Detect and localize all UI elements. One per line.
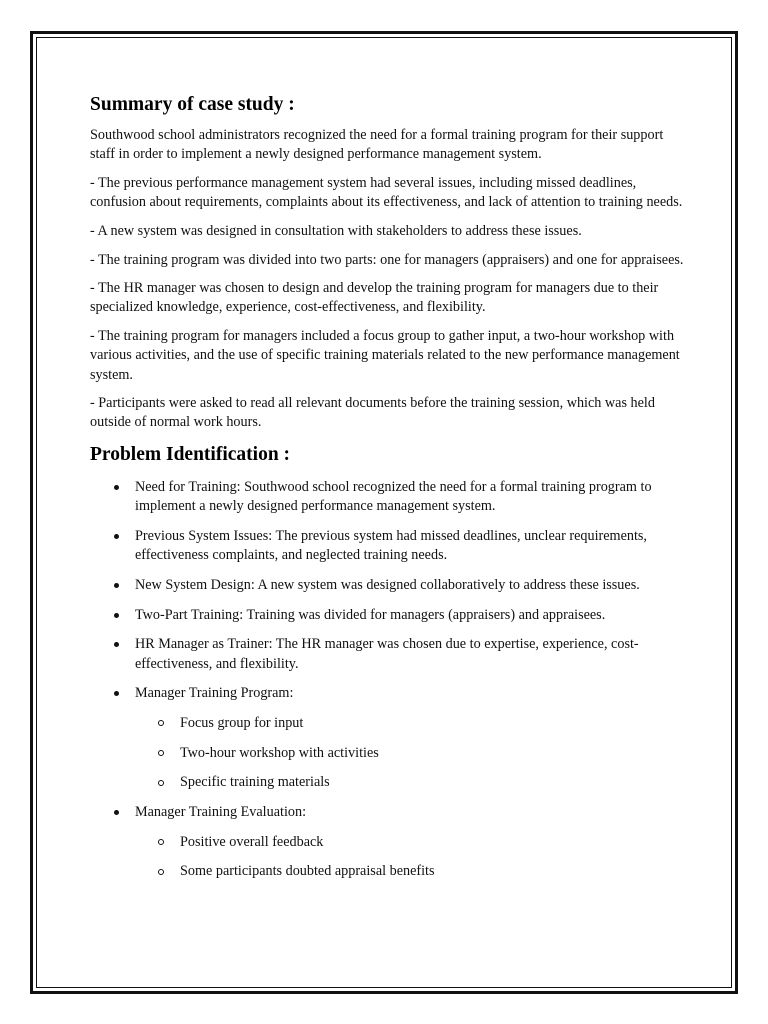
bullet-icon: [114, 485, 119, 490]
bullet-icon: [114, 691, 119, 696]
list-item: [90, 576, 685, 595]
list-item: [90, 527, 685, 565]
list-item: [90, 684, 685, 792]
list-item-text: HR Manager as Trainer: The HR manager was chosen due to expertise, experience, cost-effectiveness, and flexibility.: [135, 636, 639, 672]
list-item-text: Two-Part Training: Training was divided for managers (appraisers) and appraisees.: [135, 606, 606, 623]
circle-bullet-icon: [158, 750, 164, 756]
sub-list-item-text: Some participants doubted appraisal benefits: [180, 863, 435, 880]
sub-list-item-text: Two-hour workshop with activities: [180, 744, 379, 761]
sub-list-item: [135, 833, 685, 852]
circle-bullet-icon: [158, 869, 164, 875]
summary-paragraph: - The HR manager was chosen to design and develop the training program for managers due to their specialized knowledge, experience, cost-effectiveness, and flexibility.: [90, 280, 659, 316]
bullet-icon: [114, 613, 119, 618]
list-item-text: Manager Training Program:: [135, 685, 294, 702]
summary-paragraph: - A new system was designed in consultation with stakeholders to address these issues.: [90, 222, 582, 239]
sub-list-item: [135, 773, 685, 792]
problem-list: [90, 478, 685, 882]
problem-heading: Problem Identification :: [90, 444, 291, 466]
circle-bullet-icon: [158, 839, 164, 845]
bullet-icon: [114, 810, 119, 815]
document-content: [90, 92, 685, 892]
bullet-icon: [114, 534, 119, 539]
sub-list: [135, 833, 685, 882]
summary-paragraph: - The training program for managers included a focus group to gather input, a two-hour workshop with various activities, and the use of specific training materials related to the new performance management system.: [90, 328, 680, 383]
summary-section: [90, 126, 685, 433]
summary-paragraph: - The training program was divided into two parts: one for managers (appraisers) and one for appraisees.: [90, 251, 684, 268]
list-item-text: Need for Training: Southwood school recognized the need for a formal training program to implement a newly designed performance management system.: [135, 479, 652, 515]
sub-list-item: [135, 714, 685, 733]
bullet-icon: [114, 583, 119, 588]
list-item: [90, 803, 685, 882]
sub-list-item-text: Positive overall feedback: [180, 833, 324, 850]
list-item: [90, 478, 685, 516]
summary-paragraph: Southwood school administrators recognized the need for a formal training program for their support staff in order to implement a newly designed performance management system.: [90, 127, 664, 163]
circle-bullet-icon: [158, 720, 164, 726]
summary-paragraph: - The previous performance management system had several issues, including missed deadlines, confusion about requirements, complaints about its effectiveness, and lack of attention to training needs.: [90, 174, 683, 211]
list-item-text: New System Design: A new system was designed collaboratively to address these issues.: [135, 576, 640, 593]
sub-list-item-text: Focus group for input: [180, 714, 304, 731]
summary-paragraph: - Participants were asked to read all relevant documents before the training session, which was held outside of normal work hours.: [90, 395, 655, 431]
list-item-text: Previous System Issues: The previous system had missed deadlines, unclear requirements, effectiveness complaints, and neglected training needs.: [135, 528, 647, 564]
list-item-text: Manager Training Evaluation:: [135, 804, 307, 821]
bullet-icon: [114, 642, 119, 647]
sub-list-item: [135, 744, 685, 763]
list-item: [90, 606, 685, 625]
list-item: [90, 635, 685, 673]
sub-list-item: [135, 862, 685, 881]
circle-bullet-icon: [158, 780, 164, 786]
sub-list: [135, 714, 685, 793]
summary-heading: Summary of case study :: [90, 94, 295, 115]
sub-list-item-text: Specific training materials: [180, 774, 330, 791]
